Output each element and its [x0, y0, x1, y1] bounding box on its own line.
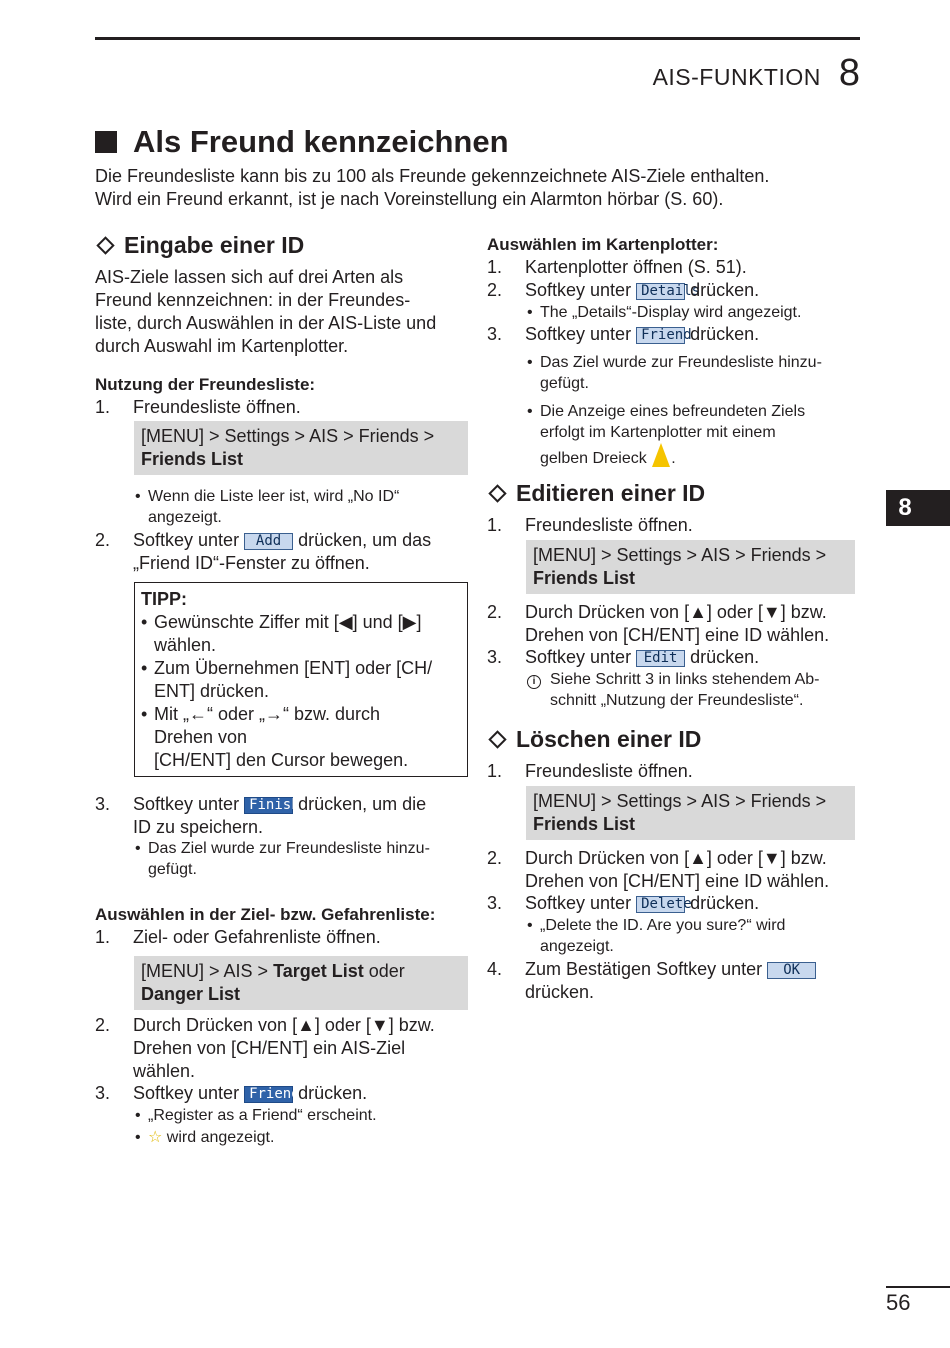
step-3: 3. Softkey unter Friend drücken.	[487, 324, 760, 344]
chapter-label: AIS-FUNKTION	[652, 64, 821, 90]
subheading-chart-plotter: Auswählen im Kartenplotter:	[487, 235, 719, 254]
star-icon: ☆	[148, 1129, 163, 1146]
yellow-triangle-icon	[652, 443, 670, 467]
step-1: 1. Freundesliste öffnen.	[95, 397, 301, 417]
diamond-icon	[96, 236, 114, 254]
tip-item: • Gewünschte Ziffer mit [◀] und [▶] wählen.	[141, 612, 422, 655]
softkey-edit: Edit	[636, 650, 685, 667]
menu-path-box: [MENU] > AIS > Target List oder Danger List	[134, 956, 468, 1010]
diamond-icon	[488, 484, 506, 502]
top-rule	[95, 37, 860, 40]
bullet-delete-confirm: • „Delete the ID. Are you sure?“ wird angezeigt.	[527, 917, 786, 955]
softkey-finish: Finish	[244, 797, 293, 814]
tip-item: • Mit „←“ oder „→“ bzw. durch Drehen von [CH/ENT] den Cursor bewegen.	[141, 704, 409, 770]
tip-box: TIPP: • Gewünschte Ziffer mit [◀] und [▶] wählen. • Zum Übernehmen [ENT] oder [CH/ ENT] drücken. • Mit „←“ oder „→“ bzw. durch Drehen von [CH/ENT] den Cursor bewegen.	[134, 582, 468, 777]
softkey-add: Add	[244, 533, 293, 550]
step-3: 3. Softkey unter Delete drücken.	[487, 893, 760, 913]
step-3: 3. Softkey unter Finish drücken, um die ID zu speichern.	[95, 794, 427, 837]
step-2: 2. Durch Drücken von [▲] oder [▼] bzw. Drehen von [CH/ENT] eine ID wählen.	[487, 602, 830, 645]
square-bullet-icon	[95, 131, 117, 153]
page-title: Als Freund kennzeichnen	[95, 124, 509, 160]
bullet-register: • „Register as a Friend“ erscheint.	[135, 1107, 377, 1124]
intro-text: Die Freundesliste kann bis zu 100 als Freunde gekennzeichnete AIS-Ziele enthalten. Wird ein Freund erkannt, ist je nach Voreinstellung ein Alarmton hörbar (S. 60).	[95, 166, 770, 209]
page-number: 56	[886, 1290, 911, 1315]
softkey-friend: Friend	[244, 1086, 293, 1103]
menu-path-box: [MENU] > Settings > AIS > Friends > Friends List	[526, 786, 855, 840]
step-4: 4. Zum Bestätigen Softkey unter OK drücken.	[487, 958, 860, 1004]
step-2: 2. Durch Drücken von [▲] oder [▼] bzw. Drehen von [CH/ENT] ein AIS-Ziel wählen.	[95, 1015, 435, 1081]
step-3: 3. Softkey unter Edit drücken.	[487, 647, 760, 667]
info-icon: i	[527, 675, 541, 689]
section-title-enter-id: Eingabe einer ID	[95, 232, 304, 259]
bullet-target-added: • Das Ziel wurde zur Freundesliste hinzu- gefügt.	[135, 840, 430, 878]
step-1: 1. Freundesliste öffnen.	[487, 515, 693, 535]
bullet-star: • ☆ wird angezeigt.	[135, 1129, 275, 1146]
chapter-side-tab: 8	[886, 490, 950, 526]
tip-item: • Zum Übernehmen [ENT] oder [CH/ ENT] drücken.	[141, 658, 433, 701]
chapter-number: 8	[838, 52, 860, 94]
bullet-target-added: • Das Ziel wurde zur Freundesliste hinzu- gefügt.	[527, 354, 822, 392]
softkey-details: Details	[636, 283, 685, 300]
step-1: 1. Ziel- oder Gefahrenliste öffnen.	[95, 927, 381, 947]
step-2: 2. Softkey unter Details drücken.	[487, 280, 760, 300]
bullet-details-display: • The „Details“-Display wird angezeigt.	[527, 304, 802, 321]
softkey-friend: Friend	[636, 327, 685, 344]
subheading-friends-list: Nutzung der Freundesliste:	[95, 375, 316, 394]
section-title-delete-id: Löschen einer ID	[487, 726, 701, 753]
step-1: 1. Kartenplotter öffnen (S. 51).	[487, 257, 747, 277]
subheading-target-danger-list: Auswählen in der Ziel- bzw. Gefahrenliste:	[95, 905, 436, 924]
bullet-yellow-triangle: • Die Anzeige eines befreundeten Ziels erfolgt im Kartenplotter mit einem gelben Dreieck .	[527, 403, 806, 467]
menu-path-box: [MENU] > Settings > AIS > Friends > Friends List	[134, 421, 468, 475]
menu-path-box: [MENU] > Settings > AIS > Friends > Friends List	[526, 540, 855, 594]
bullet-empty-list: • Wenn die Liste leer ist, wird „No ID“ angezeigt.	[135, 488, 400, 526]
softkey-ok: OK	[767, 962, 816, 979]
step-2: 2. Durch Drücken von [▲] oder [▼] bzw. Drehen von [CH/ENT] eine ID wählen.	[487, 848, 830, 891]
chapter-header	[653, 52, 860, 95]
step-1: 1. Freundesliste öffnen.	[487, 761, 693, 781]
bottom-rule	[886, 1286, 950, 1288]
section-title-edit-id: Editieren einer ID	[487, 480, 705, 507]
step-2: 2. Softkey unter Add drücken, um das „Friend ID“-Fenster zu öffnen.	[95, 530, 432, 573]
info-note: i Siehe Schritt 3 in links stehendem Ab- schnitt „Nutzung der Freundesliste“.	[526, 669, 860, 711]
section-text: AIS-Ziele lassen sich auf drei Arten als Freund kennzeichnen: in der Freundes- liste, durch Auswählen in der AIS-Liste und durch Auswahl im Kartenplotter.	[95, 267, 437, 356]
softkey-delete: Delete	[636, 896, 685, 913]
step-3: 3. Softkey unter Friend drücken.	[95, 1083, 368, 1103]
diamond-icon	[488, 730, 506, 748]
